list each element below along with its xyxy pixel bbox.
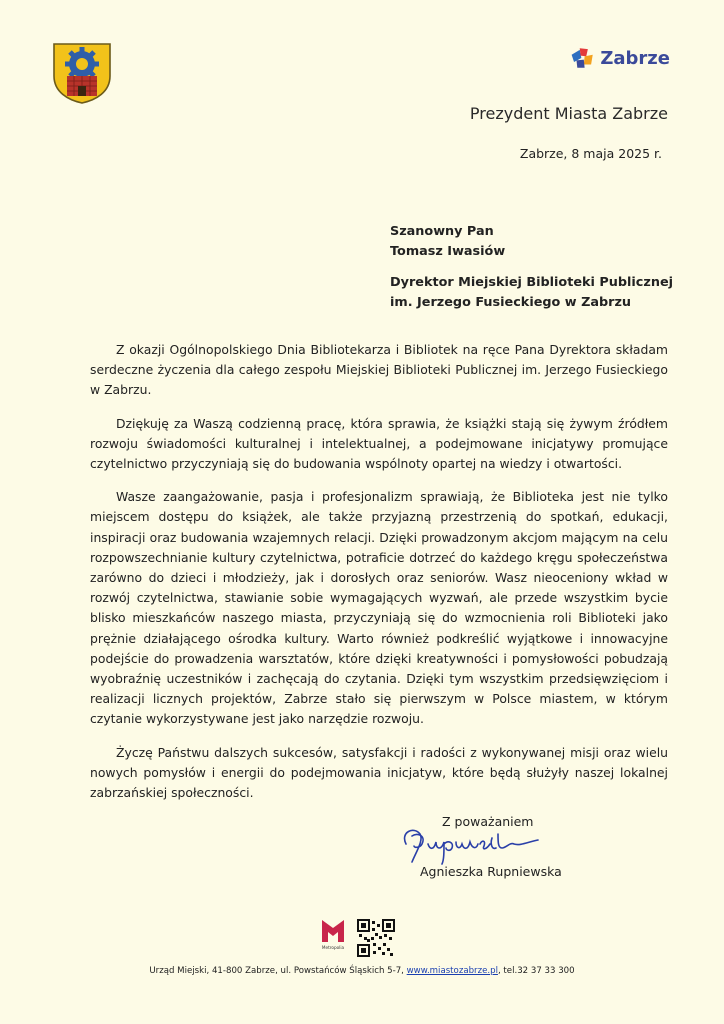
footer-website-link[interactable]: www.miastozabrze.pl (406, 966, 498, 976)
body-paragraph: Wasze zaangażowanie, pasja i profesjonalizm sprawiają, że Biblioteka jest nie tylko miejscem dostępu do książek, ale także przyjazną przestrzenią do spotkań, edukacji, inspiracji oraz budowania wzajemnych relacji. Dzięki prowadzonym akcjom mającym na celu rozpowszechnianie kultury czytelnictwa, potraficie dotrzeć do każdego kręgu społeczeństwa zarówno do dzieci i młodzieży, jak i dorosłych oraz seniorów. Wasz nieoceniony wkład w rozwój czytelnictwa, stawianie sobie wymagających wyzwań, ale przede wszystkim bycie blisko mieszkańców naszego miasta, przyczyniają się do wzmocnienia roli Biblioteki jako prężnie działającego ośrodka kultury. Warto również podkreślić wyjątkowe i innowacyjne podejście do prowadzenia warsztatów, które dzięki kreatywności i pomysłowości pobudzają wyobraźnię uczestników i zachęcają do czytania. Dzięki tym wszystkim przedsięwzięciom i realizacji licznych projektów, Zabrze stało się pierwszym w Polsce miastem, w którym czytanie wykorzystywane jest jako narzędzie rozwoju. (90, 489, 668, 727)
body-paragraph: Życzę Państwu dalszych sukcesów, satysfakcji i radości z wykonywanej misji oraz wielu nowych pomysłów i energii do podejmowania inicjatyw, które będą służyły naszej lokalnej zabrzańskiej społeczności. (90, 744, 668, 801)
qr-code-icon (357, 919, 395, 957)
body-paragraph: Dziękuję za Waszą codzienną pracę, która sprawia, że książki stają się żywym źródłem rozwoju świadomości kulturalnej i intelektualnej, a podejmowane inicjatywy promujące czytelnictwo przyczyniają się do budowania wspólnoty opartej na wiedzy i otwartości. (90, 415, 668, 472)
body-paragraph: Z okazji Ogólnopolskiego Dnia Bibliotekarza i Bibliotek na ręce Pana Dyrektora składam serdeczne życzenia dla całego zespołu Miejskiej Biblioteki Publicznej im. Jerzego Fusieckiego w Zabrzu. (90, 342, 668, 398)
sender-title: Prezydent Miasta Zabrze (469, 104, 668, 123)
recipient-title-line2: im. Jerzego Fusieckiego w Zabrzu (390, 295, 632, 310)
coat-of-arms-icon (52, 42, 112, 104)
footer-address-text: Urząd Miejski, 41-800 Zabrze, ul. Powstańców Śląskich 5-7, (149, 966, 407, 976)
metropolia-logo-icon (318, 916, 348, 952)
metropolia-label: Metropolia (321, 945, 345, 950)
footer-address (0, 966, 724, 976)
handwritten-signature (398, 822, 548, 868)
logo-text: Zabrze (600, 47, 670, 69)
closing-regards: Z poważaniem (442, 814, 534, 829)
zabrze-logo-icon (570, 44, 594, 72)
footer-phone: , tel.32 37 33 300 (497, 966, 575, 976)
signer-name: Agnieszka Rupniewska (420, 864, 562, 879)
recipient-title-line1: Dyrektor Miejskiej Biblioteki Publicznej (390, 275, 674, 290)
recipient-block (390, 222, 673, 313)
place-date: Zabrze, 8 maja 2025 r. (519, 146, 662, 161)
recipient-salutation: Szanowny Pan (390, 224, 494, 239)
zabrze-logo (570, 42, 670, 74)
recipient-title (390, 273, 673, 313)
recipient-name: Tomasz Iwasiów (390, 244, 506, 259)
letter-body (90, 340, 668, 816)
